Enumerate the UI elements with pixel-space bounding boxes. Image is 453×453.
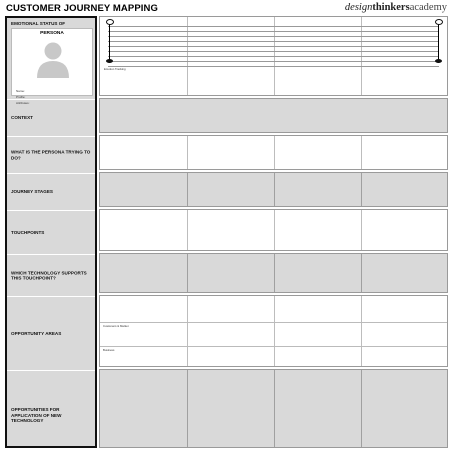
emotion-axis-right [438, 21, 439, 63]
sad-face-icon [106, 59, 113, 63]
row-label: OPPORTUNITY AREAS [11, 330, 62, 336]
opportunity-areas-row [99, 295, 448, 367]
row-label: JOURNEY STAGES [11, 189, 53, 195]
row-label-touchpoints [7, 211, 95, 255]
touchpoints-row [99, 209, 448, 251]
persona-goal-row [99, 135, 448, 170]
label-column [5, 16, 97, 448]
persona-card [11, 28, 93, 105]
happy-face-icon [106, 19, 114, 25]
context-row [99, 98, 448, 133]
brand-logo [345, 2, 447, 13]
row-label-technology [7, 255, 95, 297]
journey-grid [99, 16, 448, 448]
row-label: TOUCHPOINTS [11, 229, 45, 235]
brand-part-academy: academy [409, 2, 447, 13]
emotion-scale [108, 22, 439, 74]
technology-row [99, 253, 448, 293]
row-label-new-technology [7, 371, 95, 446]
new-technology-row [99, 369, 448, 448]
row-label: WHAT IS THE PERSONA TRYING TO DO? [11, 149, 91, 160]
persona-field-name: Name: [16, 89, 25, 93]
persona-field-profile: Profile: [16, 95, 26, 99]
emotional-status-label: EMOTIONAL STATUS OF [11, 21, 66, 26]
emotion-axis-left [109, 21, 110, 63]
persona-field-attributes: Attributes: [16, 101, 30, 105]
row-label-journey-stages [7, 174, 95, 211]
brand-part-design: design [344, 2, 373, 13]
opportunity-note-business: Business [103, 348, 115, 352]
happy-face-icon [435, 19, 443, 25]
sad-face-icon [435, 59, 442, 63]
journey-stages-row [99, 172, 448, 207]
persona-row [7, 18, 95, 105]
row-label-opportunity-areas [7, 297, 95, 371]
row-label: CONTEXT [11, 115, 33, 121]
brand-part-thinkers: thinkers [372, 2, 410, 13]
row-label-context [7, 100, 95, 137]
emotion-note: Emotion Tracking [104, 67, 126, 71]
persona-title: PERSONA [40, 31, 64, 36]
emotion-row [99, 16, 448, 96]
row-label-persona-goal [7, 137, 95, 174]
persona-avatar-icon [34, 40, 72, 78]
row-label: OPPORTUNITIES FOR APPLICATION OF NEW TECHNOLOGY [11, 407, 62, 424]
page-title: CUSTOMER JOURNEY MAPPING [6, 3, 158, 14]
row-label: WHICH TECHNOLOGY SUPPORTS THIS TOUCHPOINT? [11, 269, 87, 281]
opportunity-note-customers: Customers & Market [103, 324, 129, 328]
